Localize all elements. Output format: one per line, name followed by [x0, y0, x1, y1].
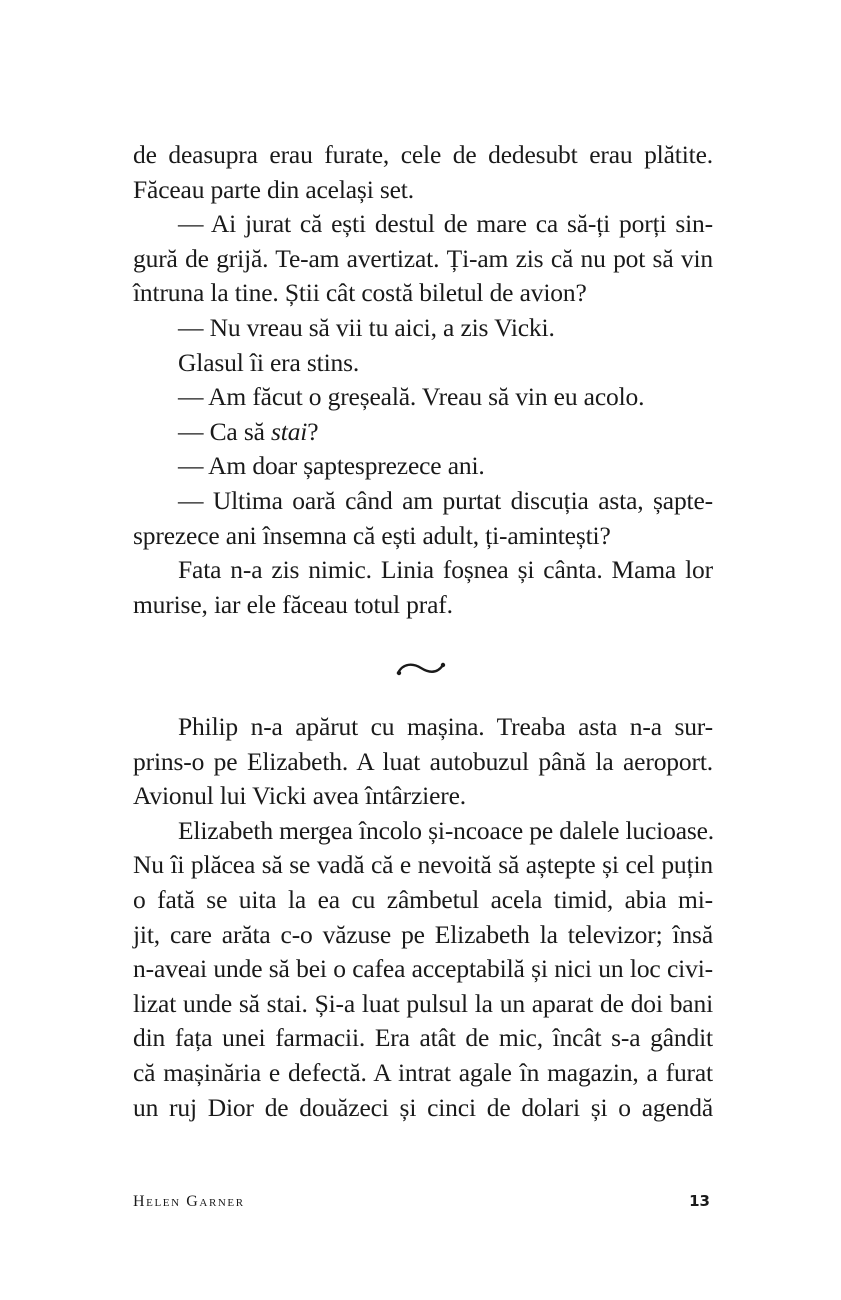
text-line: Elizabeth mergea încolo și-ncoace pe dalele lucioase.	[178, 815, 715, 845]
section-2	[133, 710, 713, 1125]
text-line: Philip n-a apărut cu mașina. Treaba asta n-a sur-	[178, 712, 713, 741]
text-line: — Ultima oară când am purtat discuția asta, șapte-	[178, 485, 713, 515]
text-line: că mașinăria e defectă. A intrat agale în magazin, a furat	[133, 1057, 713, 1087]
text-line: murise, iar ele făceau totul praf.	[133, 589, 453, 619]
text-line: prins-o pe Elizabeth. A luat autobuzul până la aeroport.	[133, 746, 713, 776]
text-line: sprezece ani însemna că ești adult, ți-amintești?	[133, 520, 611, 550]
text-line: Avionul lui Vicki avea întârziere.	[133, 781, 467, 811]
text-fragment: — Ca să	[178, 416, 271, 446]
text-line: — Nu vreau să vii tu aici, a zis Vicki.	[178, 312, 555, 342]
text-fragment: ?	[307, 416, 319, 446]
text-line: un ruj Dior de douăzeci și cinci de dolari și o agendă	[133, 1092, 713, 1122]
text-line: n-aveai unde să bei o cafea acceptabilă și nici un loc civi-	[133, 954, 713, 984]
page-number: 13	[689, 1192, 710, 1210]
text-line: lizat unde să stai. Și-a luat pulsul la un aparat de doi bani	[133, 988, 713, 1018]
text-line: gură de grijă. Te-am avertizat. Ți-am zis că nu pot să vin	[133, 243, 713, 273]
section-1	[133, 138, 713, 622]
text-line: Făceau parte din același set.	[133, 174, 414, 204]
text-line: Glasul îi era stins.	[178, 347, 360, 377]
text-line: — Am doar șaptesprezece ani.	[178, 451, 485, 481]
running-footer-author: Helen Garner	[133, 1193, 245, 1210]
text-line: întruna la tine. Știi cât costă biletul de avion?	[133, 278, 587, 308]
text-line: de deasupra erau furate, cele de dedesubt erau plătite.	[133, 140, 713, 169]
text-line: jit, care arăta c-o văzuse pe Elizabeth la televizor; însă	[133, 919, 713, 949]
italic-word: stai	[271, 416, 308, 446]
text-line: din fața unei farmacii. Era atât de mic, încât s-a gândit	[133, 1023, 713, 1053]
text-line: — Ai jurat că ești destul de mare ca să-ți porți sin-	[178, 209, 713, 239]
text-line	[133, 415, 713, 450]
tilde-ornament-icon	[395, 658, 447, 680]
text-line: — Am făcut o greșeală. Vreau să vin eu acolo.	[178, 382, 645, 412]
text-line: Fata n-a zis nimic. Linia foșnea și cânta. Mama lor	[178, 555, 713, 585]
text-line: o fată se uita la ea cu zâmbetul acela timid, abia mi-	[133, 884, 713, 914]
text-line: Nu îi plăcea să se vadă că e nevoită să aștepte și cel puțin	[133, 850, 713, 880]
